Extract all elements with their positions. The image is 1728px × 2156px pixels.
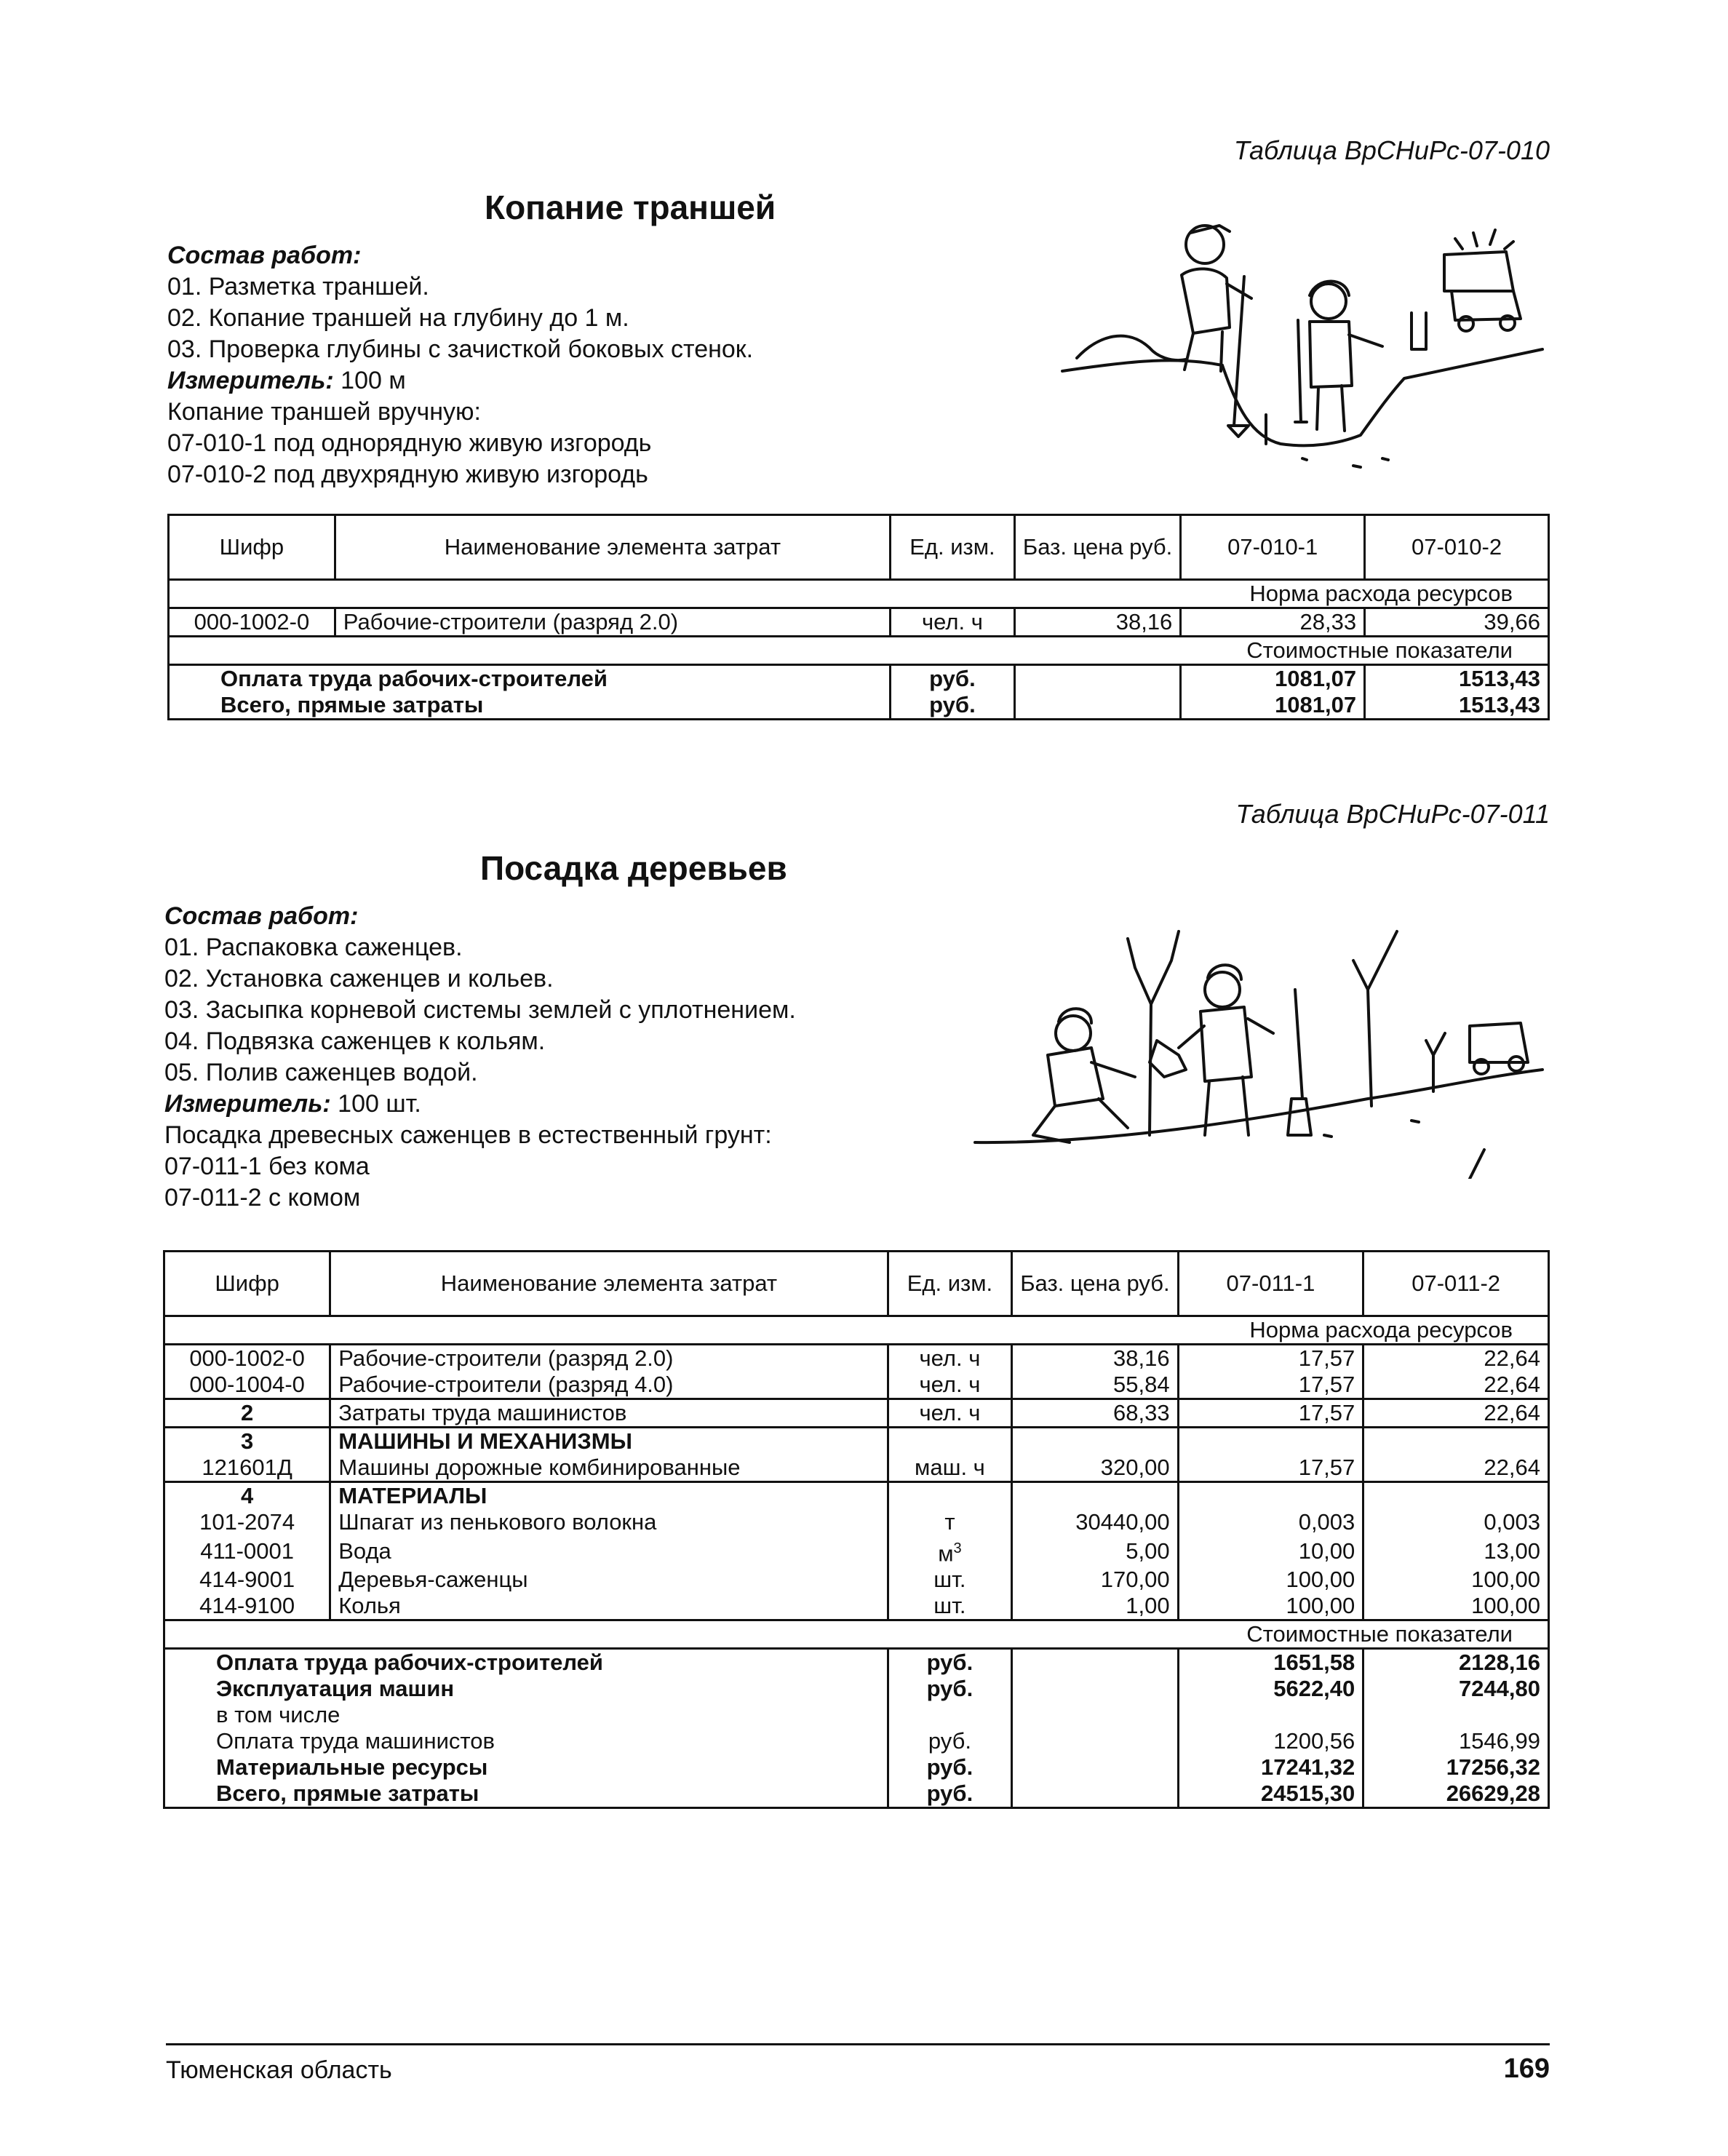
value-cell: 17,57 <box>1178 1455 1363 1482</box>
table-row <box>164 1372 1549 1399</box>
measure-value: 100 шт. <box>330 1090 421 1118</box>
summary-row <box>164 1754 1549 1781</box>
section-row <box>169 637 1549 665</box>
value-cell: 10,00 <box>1178 1535 1363 1567</box>
value-cell: 1513,43 <box>1365 692 1549 720</box>
work-item: 01. Разметка траншей. <box>167 273 429 301</box>
tree-planting-illustration <box>960 859 1550 1179</box>
norm-label: Норма расхода ресурсов <box>169 580 1549 608</box>
unit-cell: руб. <box>888 1781 1012 1808</box>
section-title: Посадка деревьев <box>480 849 787 887</box>
value-cell: 28,33 <box>1181 608 1365 637</box>
footer-divider <box>166 2043 1550 2045</box>
value-cell: 39,66 <box>1365 608 1549 637</box>
table-row <box>164 1509 1549 1535</box>
value-cell: 17241,32 <box>1178 1754 1363 1781</box>
variant-line: 07-011-2 с комом <box>164 1184 361 1212</box>
cost-table <box>167 514 1550 720</box>
work-item: 03. Проверка глубины с зачисткой боковых стенок. <box>167 335 754 363</box>
summary-name: в том числе <box>164 1702 888 1728</box>
price-cell <box>1012 1676 1178 1702</box>
summary-name: Эксплуатация машин <box>164 1676 888 1702</box>
unit-cell: руб. <box>890 665 1014 693</box>
value-cell: 5622,40 <box>1178 1676 1363 1702</box>
unit-cell: шт. <box>888 1567 1012 1593</box>
unit-cell: шт. <box>888 1593 1012 1620</box>
price-cell <box>1012 1728 1178 1754</box>
code-cell: 000-1002-0 <box>169 608 335 637</box>
value-cell: 1081,07 <box>1181 665 1365 693</box>
work-label: Состав работ: <box>167 242 362 269</box>
price-cell <box>1012 1754 1178 1781</box>
code-cell: 101-2074 <box>164 1509 330 1535</box>
table-header-row <box>169 515 1549 580</box>
name-cell: Рабочие-строители (разряд 4.0) <box>330 1372 888 1399</box>
code-cell: 121601Д <box>164 1455 330 1482</box>
name-cell: Машины дорожные комбинированные <box>330 1455 888 1482</box>
unit-cell: руб. <box>888 1728 1012 1754</box>
name-cell: Деревья-саженцы <box>330 1567 888 1593</box>
group-row <box>164 1482 1549 1510</box>
unit-cell: чел. ч <box>888 1372 1012 1399</box>
measure-label: Измеритель: <box>164 1090 331 1118</box>
price-cell: 68,33 <box>1012 1399 1178 1428</box>
header-cell: Наименование элемента затрат <box>330 1252 888 1316</box>
unit-cell: чел. ч <box>890 608 1014 637</box>
name-cell: Шпагат из пенькового волокна <box>330 1509 888 1535</box>
code-cell: 000-1004-0 <box>164 1372 330 1399</box>
header-cell: 07-010-2 <box>1365 515 1549 580</box>
measure-line <box>164 1089 796 1120</box>
name-cell: Вода <box>330 1535 888 1567</box>
work-item: 05. Полив саженцев водой. <box>164 1059 478 1086</box>
work-label: Состав работ: <box>164 902 359 930</box>
summary-row <box>164 1781 1549 1808</box>
header-cell: Шифр <box>169 515 335 580</box>
summary-row <box>169 692 1549 720</box>
header-cell: Ед. изм. <box>888 1252 1012 1316</box>
value-cell: 22,64 <box>1363 1345 1549 1372</box>
header-cell: Наименование элемента затрат <box>335 515 890 580</box>
name-cell: Колья <box>330 1593 888 1620</box>
table-row <box>164 1593 1549 1620</box>
value-cell: 22,64 <box>1363 1372 1549 1399</box>
value-cell: 1200,56 <box>1178 1728 1363 1754</box>
value-cell: 17,57 <box>1178 1345 1363 1372</box>
summary-name: Оплата труда машинистов <box>164 1728 888 1754</box>
unit-cell: чел. ч <box>888 1399 1012 1428</box>
value-cell: 100,00 <box>1363 1567 1549 1593</box>
value-cell: 100,00 <box>1363 1593 1549 1620</box>
unit-cell: руб. <box>888 1754 1012 1781</box>
norm-label: Норма расхода ресурсов <box>164 1316 1549 1345</box>
work-item: 02. Копание траншей на глубину до 1 м. <box>167 304 629 332</box>
summary-row <box>169 665 1549 693</box>
summary-name: Всего, прямые затраты <box>169 692 891 720</box>
value-cell: 13,00 <box>1363 1535 1549 1567</box>
price-cell: 38,16 <box>1014 608 1180 637</box>
work-item: 04. Подвязка саженцев к кольям. <box>164 1027 546 1055</box>
summary-name: Всего, прямые затраты <box>164 1781 888 1808</box>
summary-name: Оплата труда рабочих-строителей <box>169 665 891 693</box>
summary-row <box>164 1676 1549 1702</box>
value-cell: 22,64 <box>1363 1399 1549 1428</box>
group-name: МАТЕРИАЛЫ <box>330 1482 888 1510</box>
price-cell: 320,00 <box>1012 1455 1178 1482</box>
value-cell: 17,57 <box>1178 1399 1363 1428</box>
value-cell: 22,64 <box>1363 1455 1549 1482</box>
value-cell: 1513,43 <box>1365 665 1549 693</box>
intro-line: Копание траншей вручную: <box>167 398 481 426</box>
work-item: 03. Засыпка корневой системы землей с уплотнением. <box>164 996 796 1024</box>
measure-line <box>167 365 753 397</box>
value-cell: 26629,28 <box>1363 1781 1549 1808</box>
header-cell: 07-011-2 <box>1363 1252 1549 1316</box>
value-cell: 0,003 <box>1363 1509 1549 1535</box>
price-cell: 170,00 <box>1012 1567 1178 1593</box>
intro-line: Посадка древесных саженцев в естественный грунт: <box>164 1121 772 1149</box>
header-cell: Баз. цена руб. <box>1012 1252 1178 1316</box>
section-row <box>164 1316 1549 1345</box>
trench-workers-illustration <box>1048 204 1550 480</box>
value-cell: 1081,07 <box>1181 692 1365 720</box>
table-row <box>164 1399 1549 1428</box>
value-cell: 1546,99 <box>1363 1728 1549 1754</box>
name-cell: Затраты труда машинистов <box>330 1399 888 1428</box>
table-row <box>164 1345 1549 1372</box>
value-cell: 1651,58 <box>1178 1649 1363 1676</box>
value-cell: 7244,80 <box>1363 1676 1549 1702</box>
price-cell: 38,16 <box>1012 1345 1178 1372</box>
code-cell: 4 <box>164 1482 330 1510</box>
variant-line: 07-010-2 под двухрядную живую изгородь <box>167 461 648 488</box>
price-cell: 30440,00 <box>1012 1509 1178 1535</box>
page-number: 169 <box>1503 2053 1550 2084</box>
header-cell: 07-011-1 <box>1178 1252 1363 1316</box>
value-cell: 17,57 <box>1178 1372 1363 1399</box>
code-cell: 414-9100 <box>164 1593 330 1620</box>
work-description <box>164 901 796 1214</box>
value-cell: 0,003 <box>1178 1509 1363 1535</box>
code-cell: 414-9001 <box>164 1567 330 1593</box>
price-cell <box>1012 1649 1178 1676</box>
table-row <box>164 1567 1549 1593</box>
work-item: 02. Установка саженцев и кольев. <box>164 965 554 993</box>
price-cell: 55,84 <box>1012 1372 1178 1399</box>
work-item: 01. Распаковка саженцев. <box>164 934 463 961</box>
unit-cell: руб. <box>888 1676 1012 1702</box>
cost-table <box>163 1250 1550 1809</box>
code-cell: 3 <box>164 1428 330 1455</box>
unit-cell: $м^3$ <box>888 1535 1012 1567</box>
name-cell: Рабочие-строители (разряд 2.0) <box>330 1345 888 1372</box>
header-cell: 07-010-1 <box>1181 515 1365 580</box>
value-cell: 2128,16 <box>1363 1649 1549 1676</box>
measure-value: 100 м <box>333 367 406 394</box>
unit-cell: чел. ч <box>888 1345 1012 1372</box>
unit-cell: маш. ч <box>888 1455 1012 1482</box>
name-cell: Рабочие-строители (разряд 2.0) <box>335 608 890 637</box>
measure-label: Измеритель: <box>167 367 334 394</box>
summary-row <box>164 1702 1549 1728</box>
summary-name: Оплата труда рабочих-строителей <box>164 1649 888 1676</box>
price-cell: 1,00 <box>1012 1593 1178 1620</box>
table-row <box>164 1455 1549 1482</box>
price-cell <box>1014 665 1180 693</box>
work-description <box>167 240 753 490</box>
value-cell: 100,00 <box>1178 1567 1363 1593</box>
summary-row <box>164 1649 1549 1676</box>
summary-row <box>164 1728 1549 1754</box>
section-title: Копание траншей <box>485 188 776 226</box>
code-cell: 411-0001 <box>164 1535 330 1567</box>
price-cell <box>1012 1781 1178 1808</box>
code-cell: 2 <box>164 1399 330 1428</box>
variant-line: 07-011-1 без кома <box>164 1153 370 1180</box>
variant-line: 07-010-1 под однорядную живую изгородь <box>167 429 652 457</box>
table-caption: Таблица ВрСНиРс-07-010 <box>1233 135 1550 165</box>
group-name: МАШИНЫ И МЕХАНИЗМЫ <box>330 1428 888 1455</box>
unit-cell: руб. <box>890 692 1014 720</box>
unit-cell: т <box>888 1509 1012 1535</box>
unit-cell: руб. <box>888 1649 1012 1676</box>
value-cell: 17256,32 <box>1363 1754 1549 1781</box>
header-cell: Шифр <box>164 1252 330 1316</box>
table-header-row <box>164 1252 1549 1316</box>
cost-label: Стоимостные показатели <box>164 1620 1549 1649</box>
code-cell: 000-1002-0 <box>164 1345 330 1372</box>
table-caption: Таблица ВрСНиРс-07-011 <box>1235 799 1550 829</box>
footer-region: Тюменская область <box>166 2056 392 2084</box>
cost-label: Стоимостные показатели <box>169 637 1549 665</box>
section-row <box>169 580 1549 608</box>
value-cell: 100,00 <box>1178 1593 1363 1620</box>
price-cell: 5,00 <box>1012 1535 1178 1567</box>
value-cell: 24515,30 <box>1178 1781 1363 1808</box>
header-cell: Баз. цена руб. <box>1014 515 1180 580</box>
header-cell: Ед. изм. <box>890 515 1014 580</box>
table-row <box>169 608 1549 637</box>
summary-name: Материальные ресурсы <box>164 1754 888 1781</box>
section-row <box>164 1620 1549 1649</box>
group-row <box>164 1428 1549 1455</box>
price-cell <box>1014 692 1180 720</box>
table-row <box>164 1535 1549 1567</box>
